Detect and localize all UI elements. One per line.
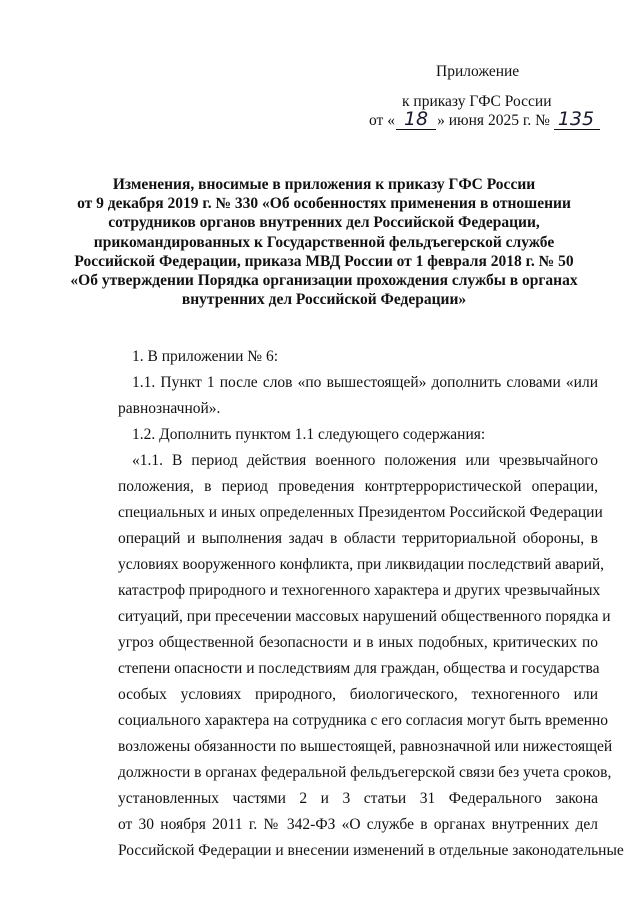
quote-line: специальных и иных определенных Президентом Российской Федерации bbox=[118, 504, 603, 521]
section-1-heading: 1. В приложении № 6: bbox=[132, 348, 279, 365]
date-suffix: » июня 2025 г. № bbox=[437, 112, 550, 129]
appendix-label: Приложение bbox=[436, 63, 520, 80]
quote-line: ситуаций, при пресечении массовых нарушений общественного порядка и bbox=[118, 608, 611, 625]
title-line: Изменения, вносимые в приложения к приказу ГФС России bbox=[112, 176, 536, 193]
quote-line: степени опасности и последствиям для граждан, общества и государства bbox=[118, 660, 600, 677]
appendix-date-line bbox=[369, 109, 600, 131]
title-line: внутренних дел Российской Федерации» bbox=[181, 291, 467, 309]
document-title bbox=[60, 175, 588, 309]
item-1-2: 1.2. Дополнить пунктом 1.1 следующего содержания: bbox=[132, 426, 486, 443]
handwritten-order-number: 135 bbox=[554, 109, 600, 130]
quote-line: положения, в период проведения контртеррористической операции, bbox=[118, 478, 598, 495]
quote-line: установленных частями 2 и 3 статьи 31 Федерального закона bbox=[118, 790, 598, 807]
quote-line: социального характера на сотрудника с его согласия могут быть временно bbox=[118, 712, 609, 729]
quote-line: операций и выполнения задач в области территориальной обороны, в bbox=[118, 530, 598, 547]
quote-line: особых условиях природного, биологического, техногенного или bbox=[118, 686, 598, 703]
appendix-order-reference: к приказу ГФС России bbox=[402, 93, 552, 110]
quote-line: Российской Федерации и внесении изменений в отдельные законодательные bbox=[118, 842, 624, 859]
quote-line: катастроф природного и техногенного характера и других чрезвычайных bbox=[118, 582, 601, 599]
date-prefix: от « bbox=[369, 112, 395, 129]
quote-line: должности в органах федеральной фельдъегерской связи без учета сроков, bbox=[118, 764, 612, 781]
quote-line: «1.1. В период действия военного положения или чрезвычайного bbox=[132, 452, 598, 469]
quote-line: возложены обязанности по вышестоящей, равнозначной или нижестоящей bbox=[118, 738, 613, 755]
handwritten-day: 18 bbox=[396, 109, 436, 130]
quoted-paragraph bbox=[118, 448, 624, 864]
title-line: сотрудников органов внутренних дел Российской Федерации, bbox=[108, 214, 540, 232]
title-line: «Об утверждении Порядка организации прохождения службы в органах bbox=[70, 272, 578, 290]
quote-line: угроз общественной безопасности и в иных подобных, критических по bbox=[118, 634, 598, 651]
item-1-1-line: 1.1. Пункт 1 после слов «по вышестоящей» дополнить словами «или bbox=[132, 374, 598, 391]
quote-line: от 30 ноября 2011 г. № 342-ФЗ «О службе в органах внутренних дел bbox=[118, 816, 598, 833]
item-1-1-line: равнозначной». bbox=[118, 400, 221, 417]
title-line: прикомандированных к Государственной фельдъегерской службе bbox=[93, 233, 555, 251]
item-1-1 bbox=[118, 370, 598, 422]
quote-line: условиях вооруженного конфликта, при ликвидации последствий аварий, bbox=[118, 556, 605, 573]
title-line: от 9 декабря 2019 г. № 330 «Об особенностях применения в отношении bbox=[77, 195, 571, 213]
title-line: Российской Федерации, приказа МВД России от 1 февраля 2018 г. № 50 bbox=[74, 252, 574, 270]
